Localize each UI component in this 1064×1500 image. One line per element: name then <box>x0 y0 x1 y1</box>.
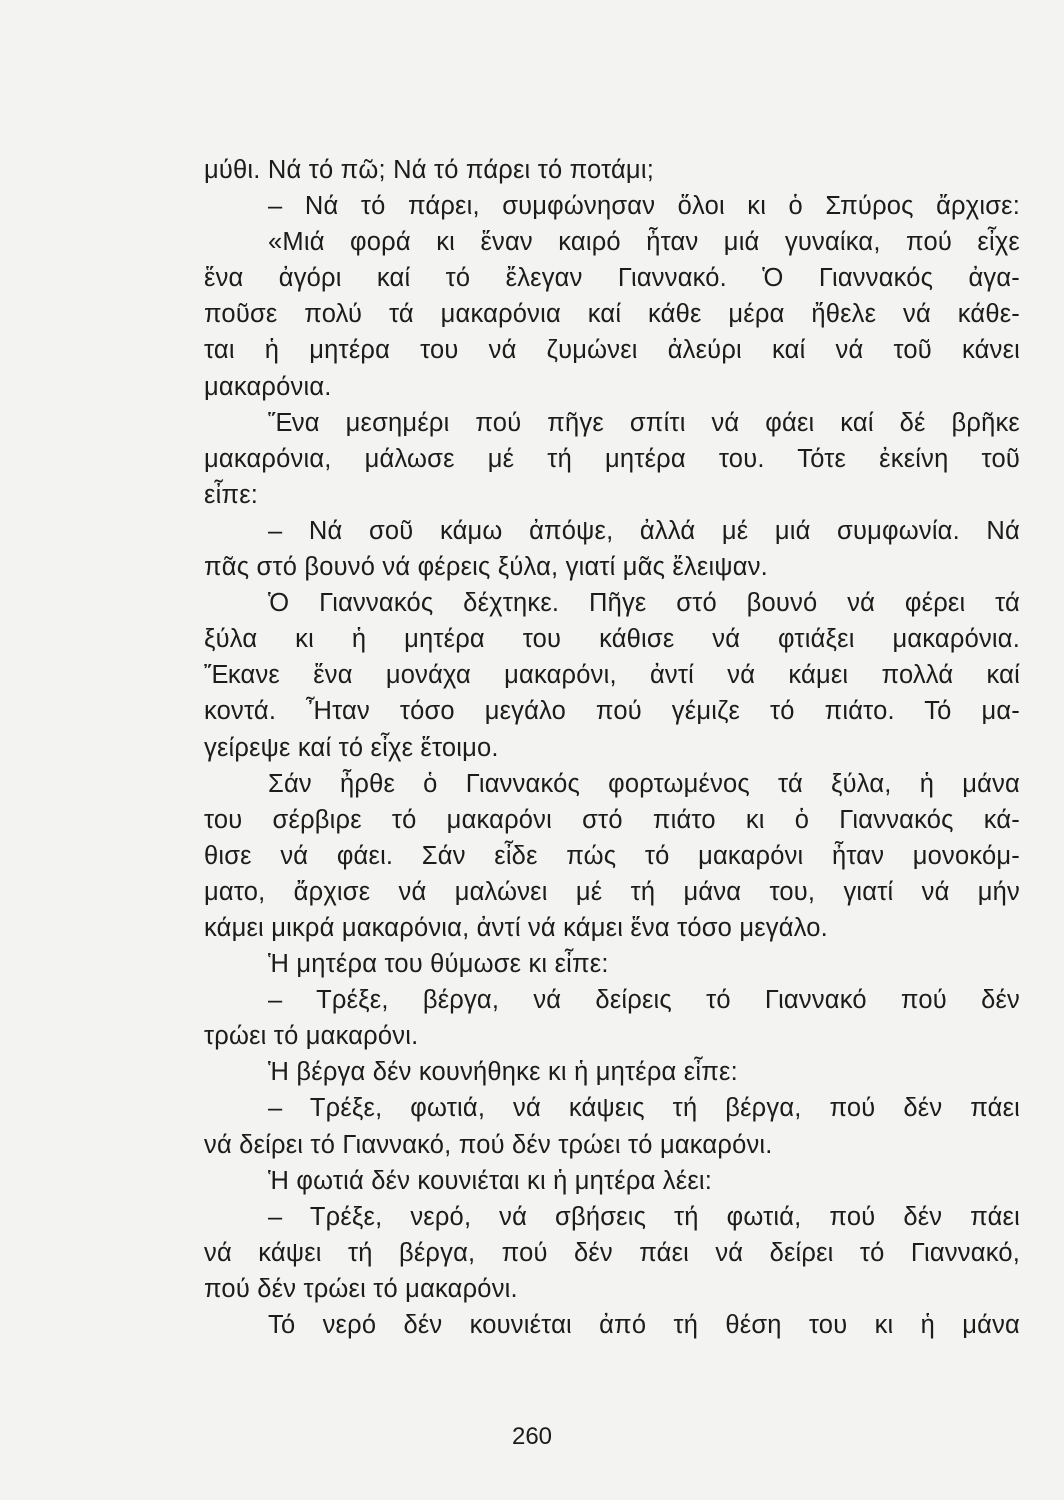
text-line: ποῦσε πολύ τά μακαρόνια καί κάθε μέρα ἤθελε νά κάθε- <box>204 300 1020 329</box>
text-line: πού δέν τρώει τό μακαρόνι. <box>204 1274 518 1303</box>
text-line: τρώει τό μακαρόνι. <box>204 1022 419 1051</box>
text-line: ἕνα ἀγόρι καί τό ἔλεγαν Γιαννακό. Ὁ Γιαννακός ἀγα- <box>204 264 1020 293</box>
text-line: εἶπε: <box>204 480 259 509</box>
text-line: Ἔκανε ἕνα μονάχα μακαρόνι, ἀντί νά κάμει πολλά καί <box>204 661 1020 690</box>
text-line: νά δείρει τό Γιαννακό, πού δέν τρώει τό μακαρόνι. <box>204 1130 773 1159</box>
text-line: γείρεψε καί τό εἶχε ἕτοιμο. <box>204 733 499 762</box>
text-line: ξύλα κι ἡ μητέρα του κάθισε νά φτιάξει μακαρόνια. <box>204 625 1020 654</box>
text-line: μύθι. Νά τό πῶ; Νά τό πάρει τό ποτάμι; <box>204 156 654 184</box>
text-line: – Τρέξε, βέργα, νά δείρεις τό Γιαννακό πού δέν <box>268 986 1020 1015</box>
text-line: – Νά τό πάρει, συμφώνησαν ὅλοι κι ὁ Σπύρος ἄρχισε: <box>268 192 1020 221</box>
text-line: μακαρόνια. <box>204 372 332 401</box>
text-line: Τό νερό δέν κουνιέται ἀπό τή θέση του κι ἡ μάνα <box>268 1311 1020 1339</box>
text-line: κάμει μικρά μακαρόνια, ἀντί νά κάμει ἕνα τόσο μεγάλο. <box>204 913 828 942</box>
page-number: 260 <box>511 1423 553 1450</box>
text-line: ματο, ἄρχισε νά μαλώνει μέ τή μάνα του, γιατί νά μήν <box>204 877 1020 906</box>
text-line: – Νά σοῦ κάμω ἀπόψε, ἀλλά μέ μιά συμφωνία. Νά <box>268 516 1020 545</box>
text-line: – Τρέξε, φωτιά, νά κάψεις τή βέργα, πού δέν πάει <box>268 1094 1020 1123</box>
text-line: κοντά. Ἦταν τόσο μεγάλο πού γέμιζε τό πιάτο. Τό μα- <box>204 697 1020 726</box>
text-line: Ἡ βέργα δέν κουνήθηκε κι ἡ μητέρα εἶπε: <box>268 1058 738 1087</box>
text-line: Ἡ φωτιά δέν κουνιέται κι ἡ μητέρα λέει: <box>268 1166 713 1195</box>
text-line: – Τρέξε, νερό, νά σβήσεις τή φωτιά, πού δέν πάει <box>268 1202 1020 1231</box>
text-line: πᾶς στό βουνό νά φέρεις ξύλα, γιατί μᾶς ἔλειψαν. <box>204 553 768 582</box>
text-line: νά κάψει τή βέργα, πού δέν πάει νά δείρει τό Γιαννακό, <box>204 1238 1020 1267</box>
text-line: του σέρβιρε τό μακαρόνι στό πιάτο κι ὁ Γιαννακός κά- <box>204 805 1020 834</box>
text-line: θισε νά φάει. Σάν εἶδε πώς τό μακαρόνι ἦταν μονοκόμ- <box>204 841 1020 870</box>
text-line: Ὁ Γιαννακός δέχτηκε. Πῆγε στό βουνό νά φέρει τά <box>268 589 1020 618</box>
text-line: Ἡ μητέρα του θύμωσε κι εἶπε: <box>268 950 609 979</box>
text-line: ται ἡ μητέρα του νά ζυμώνει ἀλεύρι καί νά τοῦ κάνει <box>204 336 1020 365</box>
body-text <box>204 152 1020 1343</box>
text-line: Σάν ἦρθε ὁ Γιαννακός φορτωμένος τά ξύλα, ἡ μάνα <box>268 769 1020 798</box>
text-line: Ἕνα μεσημέρι πού πῆγε σπίτι νά φάει καί δέ βρῆκε <box>268 408 1020 437</box>
text-line: μακαρόνια, μάλωσε μέ τή μητέρα του. Τότε ἐκείνη τοῦ <box>204 444 1020 473</box>
text-line: «Μιά φορά κι ἕναν καιρό ἦταν μιά γυναίκα, πού εἶχε <box>268 228 1020 257</box>
